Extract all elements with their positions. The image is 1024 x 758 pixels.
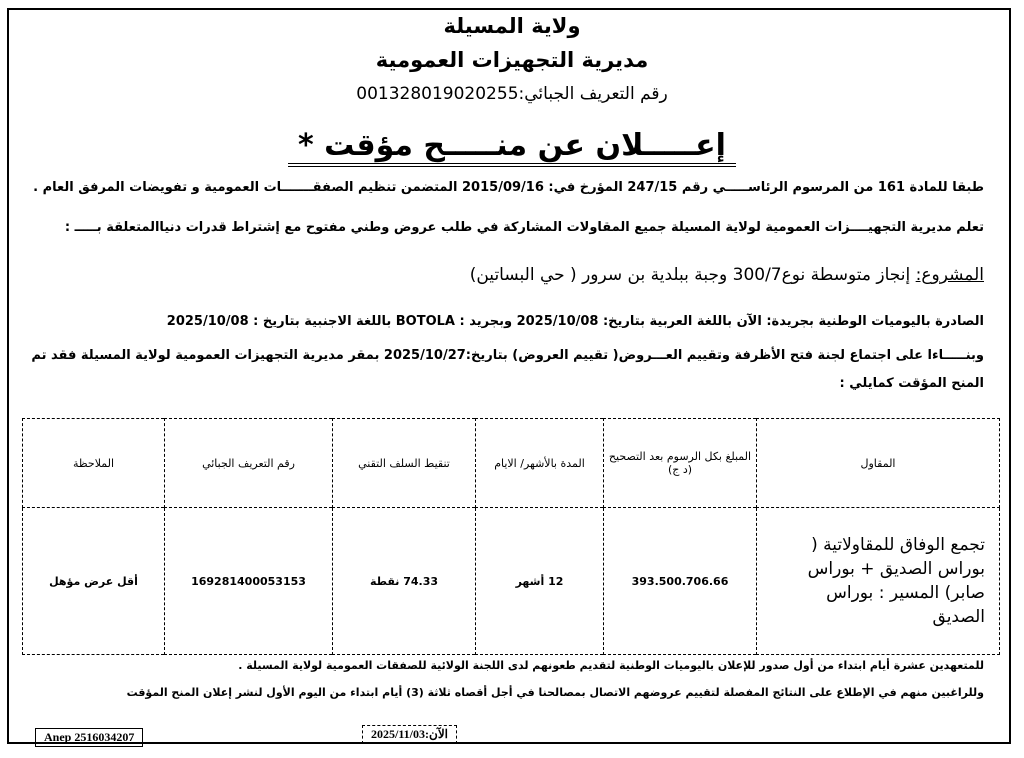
duration-cell: 12 أشهر <box>476 508 604 655</box>
col-contractor: المقاول <box>757 419 1000 508</box>
tax-id: رقم التعريف الجبائي:001328019020255 <box>356 84 668 104</box>
table-row <box>23 508 1000 655</box>
col-tax-id: رقم التعريف الجبائي <box>165 419 333 508</box>
appeal-paragraph: للمتعهدين عشرة أيام ابتداء من أول صدور للإعلان باليوميات الوطنية لتقديم طعونهم لدى اللجنة الولائية للصفقات العمومية لولاية المسيلة . <box>238 659 984 672</box>
award-table <box>22 418 1000 655</box>
anep-reference: Anep 2516034207 <box>35 728 143 747</box>
project-name: إنجاز متوسطة نوع300/7 وجبة ببلدية بن سرور ( حي البساتين) <box>469 265 916 285</box>
col-score: تنقيط السلف التقني <box>333 419 476 508</box>
publication-stamp: الآن:2025/11/03 <box>362 725 457 744</box>
col-remark: الملاحظة <box>23 419 165 508</box>
publication-paragraph: الصادرة باليوميات الوطنية بجريدة: الآن باللغة العربية بتاريخ: 2025/10/08 وبجريد : BOTOLA باللغة الاجنبية بتاريخ : 2025/10/08 <box>166 314 984 329</box>
project-label: المشروع: <box>915 265 984 285</box>
announcement-title <box>0 128 1024 163</box>
province-heading: ولاية المسيلة <box>443 14 581 38</box>
legal-basis-paragraph: طبقا للمادة 161 من المرسوم الرئاســـــي رقم 247/15 المؤرخ في: 2015/09/16 المتضمن تنظيم الصفقـــــــات العمومية و تفويضات المرفق العام . <box>33 180 984 195</box>
table-header-row <box>23 419 1000 508</box>
col-duration: المدة بالأشهر/ الايام <box>476 419 604 508</box>
score-cell: 74.33 نقطة <box>333 508 476 655</box>
amount-cell: 393.500.706.66 <box>604 508 757 655</box>
results-paragraph: وللراغبين منهم في الإطلاع على النتائج المفصلة لتقييم عروضهم الاتصال بمصالحنا في أجل أقصاه ثلاثة (3) أيام ابتداء من اليوم الأول لنشر إعلان المنح المؤقت <box>126 686 984 699</box>
tax-id-cell: 169281400053153 <box>165 508 333 655</box>
title-text: إعـــــلان عن منـــــح مؤقت * <box>288 128 736 167</box>
project-line <box>30 266 984 285</box>
notice-paragraph: تعلم مديرية التجهيــــزات العمومية لولاية المسيلة جميع المقاولات المشاركة في طلب عروض وطني مفتوح مع إشتراط قدرات دنياالمتعلقة بـــــ : <box>64 220 984 235</box>
committee-paragraph: وبنـــــاءا على اجتماع لجنة فتح الأظرفة وتقييم العـــروض( تقييم العروض) بتاريخ:2025/10/27 بمقر مديرية التجهيزات العمومية لولاية المسيلة فقد تم المنح المؤقت كمايلي : <box>31 348 984 391</box>
directorate-heading: مديرية التجهيزات العمومية <box>375 48 649 72</box>
remark-cell: أقل عرض مؤهل <box>23 508 165 655</box>
col-amount: المبلغ بكل الرسوم بعد التصحيح (د ج) <box>604 419 757 508</box>
contractor-cell: تجمع الوفاق للمقاولاتية ( بوراس الصديق + بوراس صابر) المسير : بوراس الصديق <box>757 508 1000 655</box>
